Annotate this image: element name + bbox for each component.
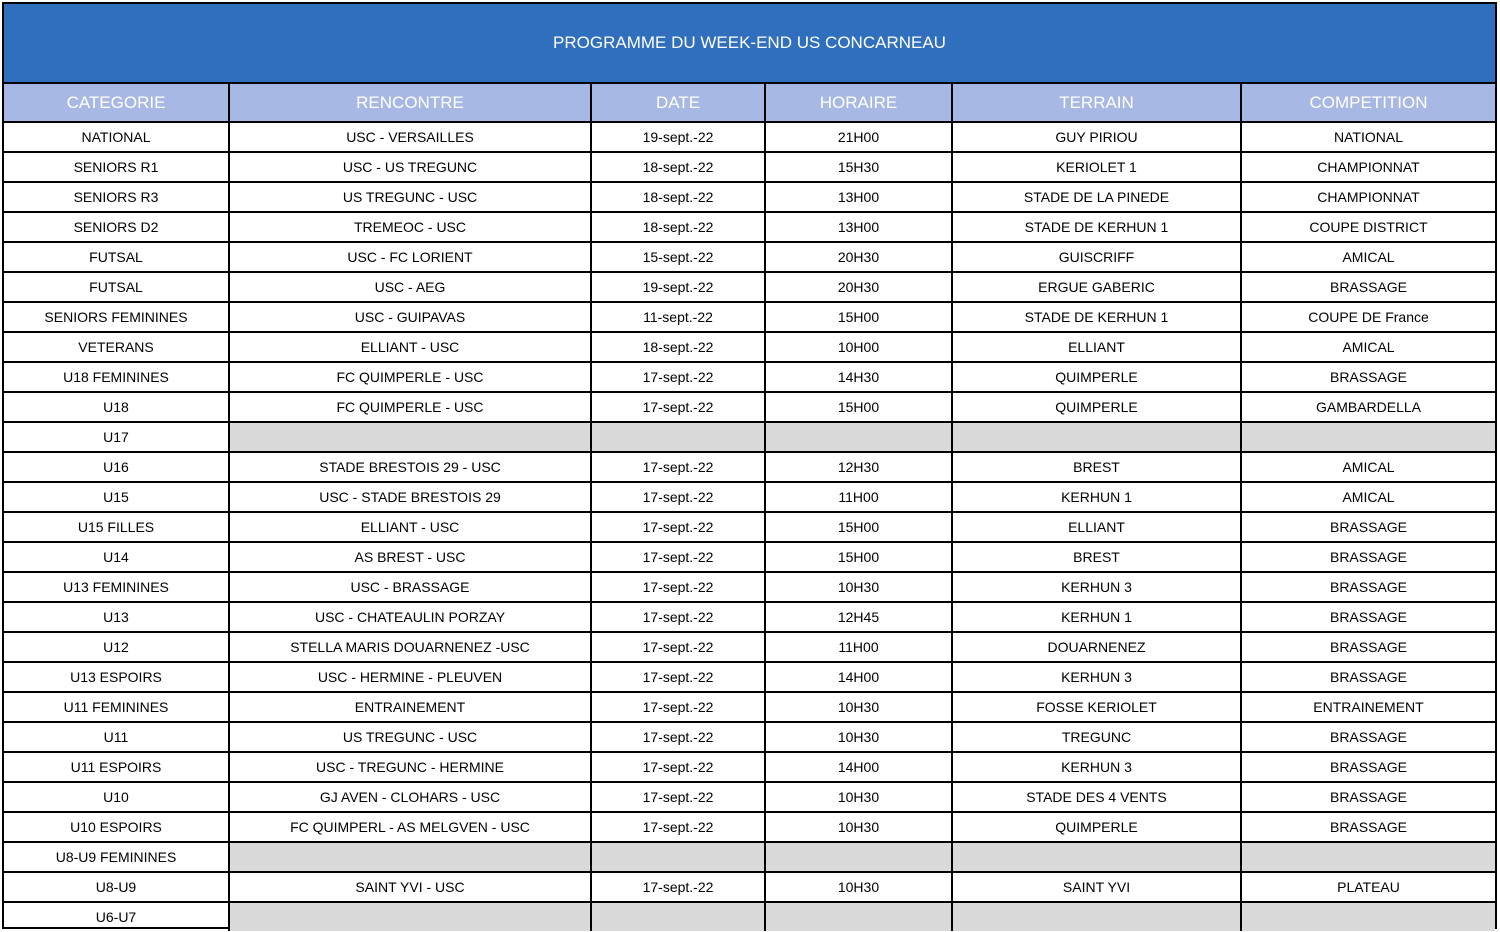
cell-category: SENIORS R3 [4,182,229,212]
cell-date: 17-sept.-22 [591,722,765,752]
table-row [4,602,1495,632]
cell-date: 17-sept.-22 [591,542,765,572]
table-row [4,452,1495,482]
cell-time: 10H30 [765,692,952,722]
column-header-category: CATEGORIE [4,84,229,122]
cell-venue: QUIMPERLE [952,812,1241,842]
cell-date: 17-sept.-22 [591,662,765,692]
table-row [4,272,1495,302]
cell-category: U13 ESPOIRS [4,662,229,692]
cell-match: USC - TREGUNC - HERMINE [229,752,591,782]
table-row [4,662,1495,692]
cell-match: FC QUIMPERLE - USC [229,362,591,392]
cell-date: 15-sept.-22 [591,242,765,272]
cell-venue: ELLIANT [952,512,1241,542]
cell-competition: ENTRAINEMENT [1241,692,1495,722]
cell-competition: AMICAL [1241,452,1495,482]
cell-time: 13H00 [765,182,952,212]
cell-time: 14H30 [765,362,952,392]
cell-time: 10H30 [765,572,952,602]
cell-match: USC - HERMINE - PLEUVEN [229,662,591,692]
cell-date: 18-sept.-22 [591,152,765,182]
cell-date [591,902,765,931]
cell-time: 13H00 [765,212,952,242]
table-row [4,692,1495,722]
cell-venue: QUIMPERLE [952,362,1241,392]
cell-competition: CHAMPIONNAT [1241,182,1495,212]
cell-venue: KERHUN 3 [952,662,1241,692]
table-row [4,212,1495,242]
schedule-table [4,84,1495,931]
cell-competition [1241,842,1495,872]
cell-venue: KERIOLET 1 [952,152,1241,182]
cell-time: 11H00 [765,632,952,662]
cell-category: U11 FEMININES [4,692,229,722]
cell-match: GJ AVEN - CLOHARS - USC [229,782,591,812]
column-header-time: HORAIRE [765,84,952,122]
cell-venue [952,902,1241,931]
cell-time: 10H30 [765,782,952,812]
cell-time [765,842,952,872]
cell-venue: KERHUN 3 [952,752,1241,782]
cell-venue: QUIMPERLE [952,392,1241,422]
cell-date: 18-sept.-22 [591,212,765,242]
cell-match: USC - US TREGUNC [229,152,591,182]
cell-category: U8-U9 [4,872,229,902]
table-body [4,122,1495,931]
cell-category: U11 ESPOIRS [4,752,229,782]
cell-category: U18 [4,392,229,422]
cell-time: 14H00 [765,752,952,782]
table-row [4,842,1495,872]
cell-date: 17-sept.-22 [591,392,765,422]
cell-venue: SAINT YVI [952,872,1241,902]
cell-time: 10H30 [765,812,952,842]
cell-category: FUTSAL [4,272,229,302]
cell-category: U10 ESPOIRS [4,812,229,842]
cell-venue: GUISCRIFF [952,242,1241,272]
cell-competition [1241,902,1495,931]
cell-date: 17-sept.-22 [591,452,765,482]
page-title: PROGRAMME DU WEEK-END US CONCARNEAU [553,33,946,52]
column-header-venue: TERRAIN [952,84,1241,122]
cell-time: 10H30 [765,872,952,902]
cell-time: 12H30 [765,452,952,482]
cell-category: U13 [4,602,229,632]
header-row [4,84,1495,122]
cell-match: ELLIANT - USC [229,512,591,542]
cell-date: 19-sept.-22 [591,272,765,302]
cell-category: SENIORS FEMININES [4,302,229,332]
cell-competition: AMICAL [1241,332,1495,362]
cell-competition: AMICAL [1241,482,1495,512]
cell-match: FC QUIMPERLE - USC [229,392,591,422]
cell-match: AS BREST - USC [229,542,591,572]
table-row [4,752,1495,782]
table-row [4,422,1495,452]
table-row [4,122,1495,152]
cell-venue: STADE DE KERHUN 1 [952,302,1241,332]
cell-match: USC - FC LORIENT [229,242,591,272]
cell-competition: BRASSAGE [1241,662,1495,692]
table-row [4,392,1495,422]
cell-date [591,422,765,452]
table-row [4,572,1495,602]
cell-competition: BRASSAGE [1241,782,1495,812]
cell-date: 17-sept.-22 [591,752,765,782]
cell-venue: BREST [952,452,1241,482]
cell-time: 10H00 [765,332,952,362]
cell-date: 17-sept.-22 [591,692,765,722]
table-row [4,632,1495,662]
table-row [4,512,1495,542]
cell-date: 17-sept.-22 [591,572,765,602]
cell-venue: GUY PIRIOU [952,122,1241,152]
cell-match: SAINT YVI - USC [229,872,591,902]
cell-category: U17 [4,422,229,452]
cell-time: 20H30 [765,272,952,302]
cell-date: 17-sept.-22 [591,632,765,662]
cell-category: U10 [4,782,229,812]
cell-venue: DOUARNENEZ [952,632,1241,662]
cell-competition: BRASSAGE [1241,722,1495,752]
cell-competition: PLATEAU [1241,872,1495,902]
cell-venue: FOSSE KERIOLET [952,692,1241,722]
cell-time: 12H45 [765,602,952,632]
column-header-competition: COMPETITION [1241,84,1495,122]
cell-time: 14H00 [765,662,952,692]
cell-date: 17-sept.-22 [591,602,765,632]
table-row [4,812,1495,842]
cell-competition: BRASSAGE [1241,272,1495,302]
cell-time: 15H00 [765,542,952,572]
cell-date: 17-sept.-22 [591,482,765,512]
cell-venue: BREST [952,542,1241,572]
table-row [4,722,1495,752]
cell-venue [952,842,1241,872]
table-row [4,152,1495,182]
table-row [4,902,1495,931]
cell-venue [952,422,1241,452]
cell-match: FC QUIMPERL - AS MELGVEN - USC [229,812,591,842]
cell-category: FUTSAL [4,242,229,272]
cell-competition: CHAMPIONNAT [1241,152,1495,182]
cell-category: U16 [4,452,229,482]
cell-match: ELLIANT - USC [229,332,591,362]
cell-date: 17-sept.-22 [591,872,765,902]
cell-match: ENTRAINEMENT [229,692,591,722]
cell-venue: KERHUN 3 [952,572,1241,602]
cell-date: 18-sept.-22 [591,332,765,362]
cell-match: USC - AEG [229,272,591,302]
cell-competition: BRASSAGE [1241,542,1495,572]
cell-category: VETERANS [4,332,229,362]
cell-time: 15H00 [765,392,952,422]
cell-competition: COUPE DE France [1241,302,1495,332]
cell-competition: BRASSAGE [1241,512,1495,542]
cell-venue: STADE DE LA PINEDE [952,182,1241,212]
cell-venue: KERHUN 1 [952,602,1241,632]
cell-time: 15H30 [765,152,952,182]
cell-competition: AMICAL [1241,242,1495,272]
cell-category: SENIORS D2 [4,212,229,242]
cell-venue: STADE DE KERHUN 1 [952,212,1241,242]
column-header-match: RENCONTRE [229,84,591,122]
cell-competition: GAMBARDELLA [1241,392,1495,422]
cell-time: 20H30 [765,242,952,272]
cell-time: 15H00 [765,512,952,542]
cell-competition [1241,422,1495,452]
cell-category: U6-U7 [4,902,229,931]
cell-time: 10H30 [765,722,952,752]
cell-match [229,902,591,931]
cell-match: USC - GUIPAVAS [229,302,591,332]
cell-category: U18 FEMININES [4,362,229,392]
table-row [4,362,1495,392]
cell-competition: BRASSAGE [1241,632,1495,662]
cell-match: USC - BRASSAGE [229,572,591,602]
cell-competition: COUPE DISTRICT [1241,212,1495,242]
cell-match: STADE BRESTOIS 29 - USC [229,452,591,482]
cell-date: 11-sept.-22 [591,302,765,332]
cell-competition: BRASSAGE [1241,362,1495,392]
cell-date [591,842,765,872]
cell-category: U14 [4,542,229,572]
cell-match: STELLA MARIS DOUARNENEZ -USC [229,632,591,662]
cell-competition: NATIONAL [1241,122,1495,152]
cell-match [229,422,591,452]
cell-category: U12 [4,632,229,662]
table-row [4,242,1495,272]
cell-time: 15H00 [765,302,952,332]
cell-venue: TREGUNC [952,722,1241,752]
cell-date: 17-sept.-22 [591,782,765,812]
cell-venue: STADE DES 4 VENTS [952,782,1241,812]
cell-venue: ERGUE GABERIC [952,272,1241,302]
cell-category: NATIONAL [4,122,229,152]
table-row [4,332,1495,362]
column-header-date: DATE [591,84,765,122]
table-row [4,872,1495,902]
cell-date: 17-sept.-22 [591,362,765,392]
title-bar [4,4,1495,84]
cell-category: SENIORS R1 [4,152,229,182]
cell-competition: BRASSAGE [1241,572,1495,602]
cell-date: 17-sept.-22 [591,812,765,842]
cell-date: 19-sept.-22 [591,122,765,152]
cell-category: U15 FILLES [4,512,229,542]
cell-competition: BRASSAGE [1241,602,1495,632]
cell-competition: BRASSAGE [1241,752,1495,782]
cell-date: 17-sept.-22 [591,512,765,542]
cell-category: U13 FEMININES [4,572,229,602]
cell-venue: KERHUN 1 [952,482,1241,512]
table-row [4,542,1495,572]
cell-time: 11H00 [765,482,952,512]
cell-competition: BRASSAGE [1241,812,1495,842]
cell-venue: ELLIANT [952,332,1241,362]
table-row [4,182,1495,212]
cell-category: U11 [4,722,229,752]
cell-match: US TREGUNC - USC [229,182,591,212]
cell-category: U8-U9 FEMININES [4,842,229,872]
cell-match: US TREGUNC - USC [229,722,591,752]
table-row [4,482,1495,512]
schedule-sheet [2,2,1497,929]
cell-date: 18-sept.-22 [591,182,765,212]
table-row [4,302,1495,332]
cell-match [229,842,591,872]
cell-match: USC - CHATEAULIN PORZAY [229,602,591,632]
cell-match: TREMEOC - USC [229,212,591,242]
cell-match: USC - STADE BRESTOIS 29 [229,482,591,512]
table-header [4,84,1495,122]
table-row [4,782,1495,812]
cell-category: U15 [4,482,229,512]
cell-time [765,422,952,452]
cell-time [765,902,952,931]
cell-time: 21H00 [765,122,952,152]
cell-match: USC - VERSAILLES [229,122,591,152]
